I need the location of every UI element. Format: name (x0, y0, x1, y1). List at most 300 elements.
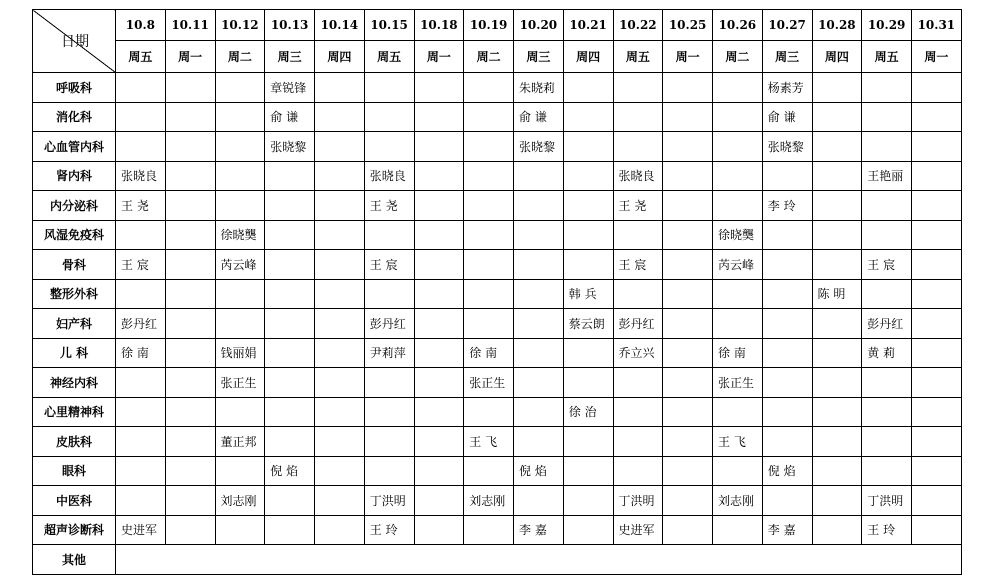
duty-cell (762, 250, 812, 280)
duty-cell (663, 397, 713, 427)
duty-cell (912, 191, 962, 221)
duty-cell (265, 250, 315, 280)
duty-cell (116, 73, 166, 103)
duty-cell (364, 456, 414, 486)
duty-cell (563, 338, 613, 368)
duty-cell (464, 456, 514, 486)
duty-cell: 朱晓莉 (514, 73, 564, 103)
duty-cell (563, 132, 613, 162)
department-name: 神经内科 (33, 368, 116, 398)
duty-cell (215, 73, 265, 103)
department-row (33, 191, 962, 221)
duty-cell (663, 338, 713, 368)
duty-cell (165, 309, 215, 339)
duty-cell (315, 161, 365, 191)
department-row (33, 338, 962, 368)
duty-cell (215, 279, 265, 309)
duty-cell (912, 397, 962, 427)
duty-cell (862, 132, 912, 162)
department-row (33, 486, 962, 516)
duty-cell (713, 161, 763, 191)
weekday-header-cell: 周五 (613, 41, 663, 73)
duty-cell: 俞 谦 (762, 102, 812, 132)
department-row (33, 220, 962, 250)
duty-cell (812, 309, 862, 339)
duty-cell (165, 250, 215, 280)
duty-cell (265, 279, 315, 309)
duty-cell (165, 397, 215, 427)
duty-cell (812, 191, 862, 221)
duty-cell: 刘志刚 (215, 486, 265, 516)
duty-cell (713, 132, 763, 162)
duty-cell: 王 尧 (116, 191, 166, 221)
duty-cell (862, 397, 912, 427)
duty-schedule-table (32, 9, 962, 575)
department-row (33, 102, 962, 132)
duty-cell (713, 73, 763, 103)
duty-cell (414, 191, 464, 221)
duty-cell (315, 220, 365, 250)
duty-cell: 章锐锋 (265, 73, 315, 103)
department-name: 眼科 (33, 456, 116, 486)
duty-cell (116, 456, 166, 486)
weekday-header-cell: 周二 (215, 41, 265, 73)
duty-cell (364, 132, 414, 162)
department-row (33, 250, 962, 280)
duty-cell: 徐晓龑 (215, 220, 265, 250)
duty-cell: 李 嘉 (514, 515, 564, 545)
weekday-header-cell: 周四 (315, 41, 365, 73)
duty-cell (514, 191, 564, 221)
duty-cell: 倪 焰 (514, 456, 564, 486)
duty-cell (663, 456, 713, 486)
duty-cell: 王 飞 (464, 427, 514, 457)
duty-cell (315, 397, 365, 427)
duty-cell: 徐 南 (464, 338, 514, 368)
duty-cell: 芮云峰 (215, 250, 265, 280)
duty-cell: 史进军 (116, 515, 166, 545)
duty-cell (663, 191, 713, 221)
duty-cell: 刘志刚 (713, 486, 763, 516)
duty-cell: 徐晓龑 (713, 220, 763, 250)
duty-cell (563, 102, 613, 132)
duty-cell: 丁洪明 (862, 486, 912, 516)
weekday-header-cell: 周五 (364, 41, 414, 73)
duty-cell: 俞 谦 (514, 102, 564, 132)
date-header-cell: 10.28 (812, 10, 862, 41)
other-value-cell (116, 545, 962, 575)
date-header-cell: 10.19 (464, 10, 514, 41)
duty-cell: 王 宸 (116, 250, 166, 280)
department-name: 儿 科 (33, 338, 116, 368)
duty-cell (812, 456, 862, 486)
duty-cell (364, 102, 414, 132)
department-name: 妇产科 (33, 309, 116, 339)
duty-cell (563, 73, 613, 103)
duty-cell (215, 309, 265, 339)
duty-cell (812, 73, 862, 103)
duty-cell (215, 161, 265, 191)
duty-cell (414, 486, 464, 516)
duty-cell (315, 486, 365, 516)
duty-cell: 张正生 (713, 368, 763, 398)
duty-cell (912, 102, 962, 132)
duty-cell (812, 397, 862, 427)
duty-cell (414, 515, 464, 545)
duty-cell (812, 102, 862, 132)
duty-cell (464, 515, 514, 545)
duty-cell (464, 73, 514, 103)
duty-cell (364, 397, 414, 427)
duty-cell (215, 132, 265, 162)
duty-cell (713, 397, 763, 427)
date-header-cell: 10.22 (613, 10, 663, 41)
duty-cell: 陈 明 (812, 279, 862, 309)
duty-cell (663, 102, 713, 132)
duty-cell (464, 161, 514, 191)
duty-cell (862, 102, 912, 132)
duty-cell (464, 279, 514, 309)
duty-cell: 黄 莉 (862, 338, 912, 368)
weekday-header-cell: 周一 (414, 41, 464, 73)
duty-cell (713, 191, 763, 221)
duty-cell (812, 338, 862, 368)
duty-cell (165, 338, 215, 368)
duty-cell (862, 427, 912, 457)
duty-cell (116, 132, 166, 162)
weekday-header-cell: 周五 (862, 41, 912, 73)
date-header-cell: 10.13 (265, 10, 315, 41)
duty-cell (265, 161, 315, 191)
duty-cell (414, 132, 464, 162)
weekday-header-cell: 周一 (663, 41, 713, 73)
duty-cell (613, 220, 663, 250)
weekday-header-cell: 周一 (912, 41, 962, 73)
duty-cell: 王 宸 (862, 250, 912, 280)
duty-cell (315, 309, 365, 339)
duty-cell (912, 279, 962, 309)
duty-cell (514, 427, 564, 457)
duty-cell (414, 338, 464, 368)
duty-cell (514, 309, 564, 339)
duty-cell (713, 456, 763, 486)
corner-date-label: 日期 (61, 34, 89, 50)
duty-cell (663, 486, 713, 516)
duty-cell (215, 191, 265, 221)
department-name: 呼吸科 (33, 73, 116, 103)
duty-cell (364, 368, 414, 398)
duty-cell: 丁洪明 (613, 486, 663, 516)
duty-cell (265, 338, 315, 368)
duty-cell (315, 427, 365, 457)
date-header-cell: 10.11 (165, 10, 215, 41)
duty-cell: 王 尧 (364, 191, 414, 221)
weekday-header-cell: 周三 (762, 41, 812, 73)
weekday-header-cell: 周三 (265, 41, 315, 73)
weekday-header-row (33, 41, 962, 73)
department-row (33, 368, 962, 398)
duty-cell (165, 486, 215, 516)
duty-cell: 彭丹红 (364, 309, 414, 339)
duty-cell (762, 427, 812, 457)
duty-cell (912, 456, 962, 486)
duty-cell (165, 191, 215, 221)
duty-cell (713, 279, 763, 309)
duty-cell: 张晓良 (613, 161, 663, 191)
duty-cell (315, 515, 365, 545)
date-header-row (33, 10, 962, 41)
department-row (33, 515, 962, 545)
duty-cell (265, 427, 315, 457)
duty-cell (414, 279, 464, 309)
department-row (33, 73, 962, 103)
duty-cell (414, 368, 464, 398)
duty-cell: 王 尧 (613, 191, 663, 221)
duty-cell: 张晓良 (116, 161, 166, 191)
duty-cell (165, 279, 215, 309)
duty-cell (315, 279, 365, 309)
duty-cell (912, 309, 962, 339)
duty-cell (762, 220, 812, 250)
duty-cell: 张正生 (464, 368, 514, 398)
department-row (33, 132, 962, 162)
duty-cell (414, 309, 464, 339)
department-name: 骨科 (33, 250, 116, 280)
duty-cell: 尹莉萍 (364, 338, 414, 368)
department-name: 肾内科 (33, 161, 116, 191)
date-header-cell: 10.20 (514, 10, 564, 41)
duty-cell (862, 279, 912, 309)
duty-cell: 芮云峰 (713, 250, 763, 280)
duty-cell (663, 132, 713, 162)
date-header-cell: 10.31 (912, 10, 962, 41)
duty-cell (762, 397, 812, 427)
duty-cell (315, 73, 365, 103)
duty-cell (464, 250, 514, 280)
duty-cell (514, 368, 564, 398)
duty-cell (713, 309, 763, 339)
date-header-cell: 10.14 (315, 10, 365, 41)
duty-cell (265, 397, 315, 427)
duty-cell (663, 161, 713, 191)
duty-cell (713, 102, 763, 132)
duty-cell (663, 250, 713, 280)
department-row (33, 397, 962, 427)
department-name: 整形外科 (33, 279, 116, 309)
duty-cell (862, 456, 912, 486)
duty-cell (862, 191, 912, 221)
duty-cell (862, 368, 912, 398)
duty-cell (165, 456, 215, 486)
duty-cell: 王 宸 (364, 250, 414, 280)
duty-cell (812, 486, 862, 516)
duty-cell (563, 250, 613, 280)
duty-cell (514, 279, 564, 309)
weekday-header-cell: 周二 (464, 41, 514, 73)
duty-cell (912, 220, 962, 250)
duty-cell (713, 515, 763, 545)
duty-cell (563, 191, 613, 221)
duty-cell: 韩 兵 (563, 279, 613, 309)
duty-cell (663, 427, 713, 457)
duty-cell (165, 427, 215, 457)
duty-cell (912, 338, 962, 368)
other-label: 其他 (33, 545, 116, 575)
duty-cell: 王 宸 (613, 250, 663, 280)
duty-cell (613, 102, 663, 132)
duty-cell: 蔡云朗 (563, 309, 613, 339)
duty-cell (762, 486, 812, 516)
weekday-header-cell: 周一 (165, 41, 215, 73)
duty-cell (315, 191, 365, 221)
duty-cell (165, 515, 215, 545)
duty-cell (812, 368, 862, 398)
duty-cell (215, 515, 265, 545)
department-name: 内分泌科 (33, 191, 116, 221)
duty-cell (464, 102, 514, 132)
duty-cell (912, 132, 962, 162)
duty-cell (563, 161, 613, 191)
duty-cell (613, 73, 663, 103)
duty-cell: 彭丹红 (862, 309, 912, 339)
duty-cell (315, 368, 365, 398)
duty-cell (762, 368, 812, 398)
duty-cell (862, 73, 912, 103)
department-row (33, 456, 962, 486)
duty-cell (265, 220, 315, 250)
weekday-header-cell: 周二 (713, 41, 763, 73)
duty-cell (464, 397, 514, 427)
duty-cell (414, 161, 464, 191)
duty-cell (364, 427, 414, 457)
duty-cell (762, 309, 812, 339)
duty-cell (613, 397, 663, 427)
duty-cell (862, 220, 912, 250)
weekday-header-cell: 周四 (812, 41, 862, 73)
duty-cell (414, 250, 464, 280)
duty-cell (812, 427, 862, 457)
duty-cell (165, 161, 215, 191)
weekday-header-cell: 周四 (563, 41, 613, 73)
duty-cell: 杨素芳 (762, 73, 812, 103)
duty-cell (663, 279, 713, 309)
duty-cell: 钱丽娟 (215, 338, 265, 368)
duty-cell (364, 279, 414, 309)
duty-cell (514, 220, 564, 250)
duty-cell (663, 73, 713, 103)
duty-cell (414, 427, 464, 457)
duty-cell: 徐 南 (713, 338, 763, 368)
duty-cell (116, 279, 166, 309)
duty-cell (762, 279, 812, 309)
duty-cell (364, 73, 414, 103)
duty-cell: 张晓黎 (762, 132, 812, 162)
duty-cell: 倪 焰 (762, 456, 812, 486)
weekday-header-cell: 周五 (116, 41, 166, 73)
duty-cell (563, 515, 613, 545)
duty-cell (812, 515, 862, 545)
duty-cell (563, 486, 613, 516)
other-row (33, 545, 962, 575)
department-row (33, 427, 962, 457)
date-header-cell: 10.26 (713, 10, 763, 41)
duty-cell: 张晓良 (364, 161, 414, 191)
duty-cell (364, 220, 414, 250)
date-header-cell: 10.27 (762, 10, 812, 41)
duty-cell (116, 427, 166, 457)
duty-cell (116, 397, 166, 427)
duty-cell (215, 456, 265, 486)
duty-cell: 彭丹红 (116, 309, 166, 339)
duty-cell: 李 玲 (762, 191, 812, 221)
duty-cell: 张正生 (215, 368, 265, 398)
duty-cell (165, 102, 215, 132)
department-name: 心里精神科 (33, 397, 116, 427)
department-name: 中医科 (33, 486, 116, 516)
duty-cell (315, 338, 365, 368)
duty-cell: 张晓黎 (514, 132, 564, 162)
duty-cell (165, 220, 215, 250)
duty-cell (762, 161, 812, 191)
duty-cell (613, 132, 663, 162)
duty-cell (812, 220, 862, 250)
duty-cell (563, 456, 613, 486)
duty-cell (812, 161, 862, 191)
duty-cell (812, 132, 862, 162)
duty-cell (912, 486, 962, 516)
date-header-cell: 10.15 (364, 10, 414, 41)
duty-cell (464, 132, 514, 162)
department-row (33, 161, 962, 191)
duty-cell (116, 220, 166, 250)
duty-cell: 王 玲 (862, 515, 912, 545)
duty-cell (762, 338, 812, 368)
duty-cell (165, 73, 215, 103)
duty-cell (613, 456, 663, 486)
date-header-cell: 10.18 (414, 10, 464, 41)
duty-cell (663, 515, 713, 545)
date-header-cell: 10.29 (862, 10, 912, 41)
corner-header-cell (33, 10, 116, 73)
date-header-cell: 10.8 (116, 10, 166, 41)
duty-cell (215, 397, 265, 427)
duty-cell (514, 161, 564, 191)
weekday-header-cell: 周三 (514, 41, 564, 73)
duty-cell (663, 220, 713, 250)
duty-cell: 董正邦 (215, 427, 265, 457)
duty-cell: 彭丹红 (613, 309, 663, 339)
duty-cell: 俞 谦 (265, 102, 315, 132)
duty-cell (464, 191, 514, 221)
duty-cell: 丁洪明 (364, 486, 414, 516)
duty-cell (414, 102, 464, 132)
duty-cell: 刘志刚 (464, 486, 514, 516)
duty-cell (464, 220, 514, 250)
duty-cell (315, 250, 365, 280)
department-name: 心血管内科 (33, 132, 116, 162)
duty-cell (165, 132, 215, 162)
duty-cell (265, 515, 315, 545)
duty-cell (165, 368, 215, 398)
date-header-cell: 10.25 (663, 10, 713, 41)
department-name: 皮肤科 (33, 427, 116, 457)
duty-cell (215, 102, 265, 132)
duty-cell: 徐 南 (116, 338, 166, 368)
duty-cell (912, 250, 962, 280)
date-header-cell: 10.21 (563, 10, 613, 41)
duty-cell: 史进军 (613, 515, 663, 545)
department-name: 超声诊断科 (33, 515, 116, 545)
